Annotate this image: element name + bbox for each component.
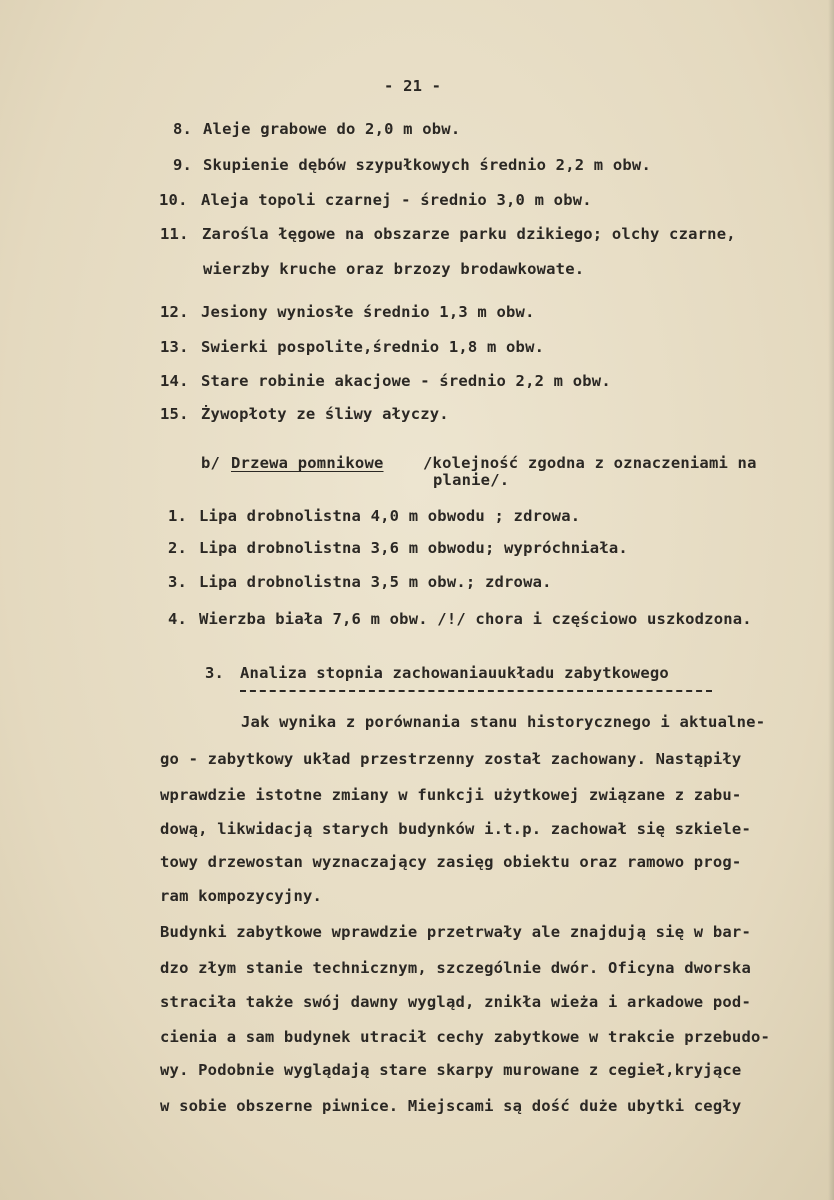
page-number: - 21 - (384, 77, 442, 95)
section-b-prefix: b/ (201, 454, 221, 472)
paragraph-line: straciła także swój dawny wygląd, znikła wieża i arkadowe pod- (160, 993, 751, 1011)
list-item-number: 13. (160, 338, 189, 356)
list-item-number: 1. (168, 507, 188, 525)
list-item-number: 3. (168, 573, 188, 591)
section-3-number: 3. (205, 664, 225, 682)
paragraph-line: wy. Podobnie wyglądają stare skarpy murowane z cegieł,kryjące (160, 1061, 742, 1079)
list-item-number: 11. (160, 225, 189, 243)
list-item-text: Stare robinie akacjowe - średnio 2,2 m obw. (201, 372, 611, 390)
section-b-description: /kolejność zgodna z oznaczeniami na (423, 454, 757, 472)
list-item-number: 4. (168, 610, 188, 628)
list-item-number: 8. (173, 120, 193, 138)
list-item-text: Aleja topoli czarnej - średnio 3,0 m obw. (201, 191, 592, 209)
paragraph-line: wprawdzie istotne zmiany w funkcji użytkowej związane z zabu- (160, 786, 742, 804)
paragraph-line: w sobie obszerne piwnice. Miejscami są dość duże ubytki cegły (160, 1097, 742, 1115)
paragraph-line: go - zabytkowy układ przestrzenny został zachowany. Nastąpiły (160, 750, 742, 768)
list-item-number: 12. (160, 303, 189, 321)
section-b-description-cont: planie/. (433, 471, 510, 489)
list-item-text: Żywopłoty ze śliwy ałyczy. (201, 405, 449, 423)
section-3-dashed-underline (240, 690, 712, 692)
paragraph-line: towy drzewostan wyznaczający zasięg obiektu oraz ramowo prog- (160, 853, 742, 871)
list-item-text: Jesiony wyniosłe średnio 1,3 m obw. (201, 303, 535, 321)
paragraph-line: ram kompozycyjny. (160, 887, 323, 905)
list-item-continuation: wierzby kruche oraz brzozy brodawkowate. (203, 260, 585, 278)
paragraph-line: cienia a sam budynek utracił cechy zabytkowe w trakcie przebudo- (160, 1028, 771, 1046)
list-item-number: 10. (159, 191, 188, 209)
page-edge-shadow (828, 0, 834, 1200)
list-item-number: 14. (160, 372, 189, 390)
list-item-text: Skupienie dębów szypułkowych średnio 2,2 m obw. (203, 156, 651, 174)
list-item-text: Aleje grabowe do 2,0 m obw. (203, 120, 461, 138)
paragraph-line: dzo złym stanie technicznym, szczególnie dwór. Oficyna dworska (160, 959, 751, 977)
list-item-number: 9. (173, 156, 193, 174)
list-item-text: Lipa drobnolistna 4,0 m obwodu ; zdrowa. (199, 507, 581, 525)
list-item-text: Wierzba biała 7,6 m obw. /!/ chora i częściowo uszkodzona. (199, 610, 752, 628)
section-3-heading: Analiza stopnia zachowaniauukładu zabytkowego (240, 664, 669, 682)
list-item-text: Lipa drobnolistna 3,5 m obw.; zdrowa. (199, 573, 552, 591)
section-b-heading: Drzewa pomnikowe (231, 454, 384, 472)
list-item-text: Zarośla łęgowe na obszarze parku dzikiego; olchy czarne, (202, 225, 736, 243)
list-item-text: Swierki pospolite,średnio 1,8 m obw. (201, 338, 545, 356)
paragraph-line: Budynki zabytkowe wprawdzie przetrwały ale znajdują się w bar- (160, 923, 751, 941)
list-item-text: Lipa drobnolistna 3,6 m obwodu; wypróchniała. (199, 539, 628, 557)
list-item-number: 2. (168, 539, 188, 557)
list-item-number: 15. (160, 405, 189, 423)
paragraph-line: Jak wynika z porównania stanu historycznego i aktualne- (241, 713, 766, 731)
paragraph-line: dową, likwidacją starych budynków i.t.p. zachował się szkiele- (160, 820, 751, 838)
